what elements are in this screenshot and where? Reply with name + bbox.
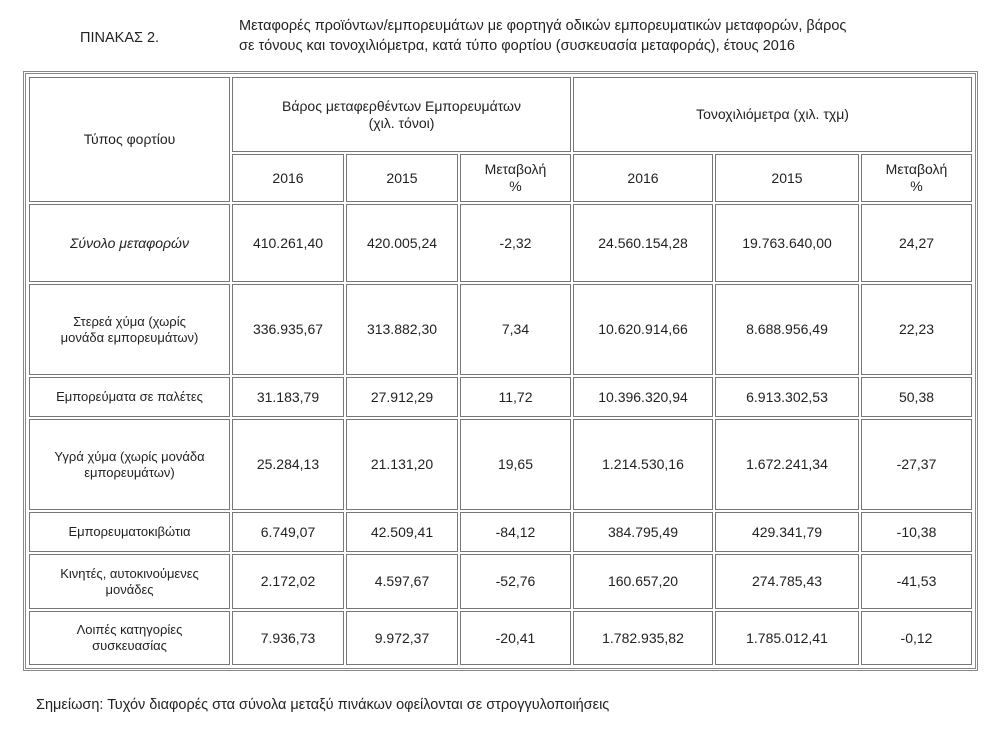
header-change-label: Μεταβολή	[484, 161, 547, 177]
row-label-total	[29, 204, 230, 282]
cell-tonkm-2015: 1.785.012,41	[715, 611, 859, 665]
header-change-unit: %	[509, 178, 522, 194]
cell-tonkm-2016: 1.782.935,82	[573, 611, 713, 665]
cell-tonkm-2016: 10.396.320,94	[573, 377, 713, 417]
cell-weight-2016: 410.261,40	[232, 204, 344, 282]
header-change-unit: %	[910, 178, 923, 194]
cell-tonkm-2015: 429.341,79	[715, 512, 859, 552]
table-row	[29, 512, 972, 552]
data-table-frame	[23, 71, 978, 671]
row-label	[29, 611, 230, 665]
row-label-line-2: συσκευασίας	[92, 638, 167, 653]
row-label-line-1: Κινητές, αυτοκινούμενες	[60, 565, 199, 581]
cell-weight-2015: 42.509,41	[346, 512, 458, 552]
cell-tonkm-change: -41,53	[861, 554, 972, 609]
cell-weight-2015: 27.912,29	[346, 377, 458, 417]
cell-tonkm-2016: 160.657,20	[573, 554, 713, 609]
table-row	[29, 554, 972, 609]
row-label-line-2: μονάδα εμπορευμάτων)	[60, 329, 199, 345]
title-line-1: Μεταφορές προϊόντων/εμπορευμάτων με φορτηγά οδικών εμπορευματικών μεταφορών, βάρος	[239, 18, 847, 34]
header-tonkm-2016: 2016	[573, 154, 713, 202]
cell-tonkm-2015: 8.688.956,49	[715, 284, 859, 375]
row-label	[29, 512, 230, 552]
cell-weight-2015: 9.972,37	[346, 611, 458, 665]
header-tonkm-2015: 2015	[715, 154, 859, 202]
cell-tonkm-2015: 19.763.640,00	[715, 204, 859, 282]
footnote: Σημείωση: Τυχόν διαφορές στα σύνολα μεταξύ πινάκων οφείλονται σε στρογγυλοποιήσεις	[36, 697, 610, 713]
header-weight-2015: 2015	[346, 154, 458, 202]
cell-weight-change: -2,32	[460, 204, 571, 282]
cell-weight-change: 11,72	[460, 377, 571, 417]
cell-tonkm-change: 24,27	[861, 204, 972, 282]
cell-weight-2016: 336.935,67	[232, 284, 344, 375]
cell-tonkm-2016: 24.560.154,28	[573, 204, 713, 282]
cell-weight-2016: 7.936,73	[232, 611, 344, 665]
table-row	[29, 284, 972, 375]
table-row	[29, 204, 972, 282]
header-tonkm-group: Τονοχιλιόμετρα (χιλ. τχμ)	[573, 77, 972, 152]
row-label	[29, 377, 230, 417]
cell-tonkm-2015: 274.785,43	[715, 554, 859, 609]
cell-tonkm-2015: 1.672.241,34	[715, 419, 859, 510]
cell-weight-2016: 2.172,02	[232, 554, 344, 609]
cell-tonkm-2016: 1.214.530,16	[573, 419, 713, 510]
header-change-label: Μεταβολή	[885, 161, 948, 177]
row-label	[29, 419, 230, 510]
row-label-line-1: Λοιπές κατηγορίες	[76, 622, 183, 637]
title-line-2: σε τόνους και τονοχιλιόμετρα, κατά τύπο φορτίου (συσκευασία μεταφοράς), έτους 2016	[239, 38, 795, 54]
table-row	[29, 377, 972, 417]
cell-tonkm-change: -10,38	[861, 512, 972, 552]
cell-tonkm-2016: 384.795,49	[573, 512, 713, 552]
cell-tonkm-2015: 6.913.302,53	[715, 377, 859, 417]
cell-weight-2016: 25.284,13	[232, 419, 344, 510]
cell-weight-2015: 420.005,24	[346, 204, 458, 282]
table-row	[29, 419, 972, 510]
data-table	[27, 75, 974, 667]
header-cargo-type: Τύπος φορτίου	[29, 77, 230, 202]
header-weight-2016: 2016	[232, 154, 344, 202]
cell-weight-2016: 6.749,07	[232, 512, 344, 552]
cell-tonkm-change: -0,12	[861, 611, 972, 665]
row-label-line-2: μονάδες	[105, 581, 154, 597]
header-weight-group	[232, 77, 571, 152]
row-label	[29, 554, 230, 609]
cell-weight-2015: 313.882,30	[346, 284, 458, 375]
table-title	[239, 16, 979, 56]
cell-weight-change: -84,12	[460, 512, 571, 552]
row-label-line-2: εμπορευμάτων)	[84, 464, 175, 480]
header-tonkm-change	[861, 154, 972, 202]
cell-tonkm-2016: 10.620.914,66	[573, 284, 713, 375]
cell-tonkm-change: -27,37	[861, 419, 972, 510]
row-label-line-1: Εμπορεύματα σε παλέτες	[56, 389, 203, 404]
cell-weight-change: -20,41	[460, 611, 571, 665]
cell-weight-change: 19,65	[460, 419, 571, 510]
cell-weight-2015: 4.597,67	[346, 554, 458, 609]
cell-weight-change: -52,76	[460, 554, 571, 609]
row-label	[29, 284, 230, 375]
header-weight-line-1: Βάρος μεταφερθέντων Εμπορευμάτων	[282, 97, 521, 114]
row-label-line-1: Σύνολο μεταφορών	[70, 234, 189, 251]
row-label-line-1: Υγρά χύμα (χωρίς μονάδα	[54, 448, 205, 464]
table-label: ΠΙΝΑΚΑΣ 2.	[80, 30, 160, 46]
table-row	[29, 611, 972, 665]
cell-tonkm-change: 22,23	[861, 284, 972, 375]
header-weight-change	[460, 154, 571, 202]
cell-weight-2016: 31.183,79	[232, 377, 344, 417]
cell-tonkm-change: 50,38	[861, 377, 972, 417]
row-label-line-1: Εμπορευματοκιβώτια	[68, 524, 191, 539]
header-weight-line-2: (χιλ. τόνοι)	[368, 114, 435, 131]
cell-weight-change: 7,34	[460, 284, 571, 375]
cell-weight-2015: 21.131,20	[346, 419, 458, 510]
row-label-line-1: Στερεά χύμα (χωρίς	[73, 313, 186, 329]
